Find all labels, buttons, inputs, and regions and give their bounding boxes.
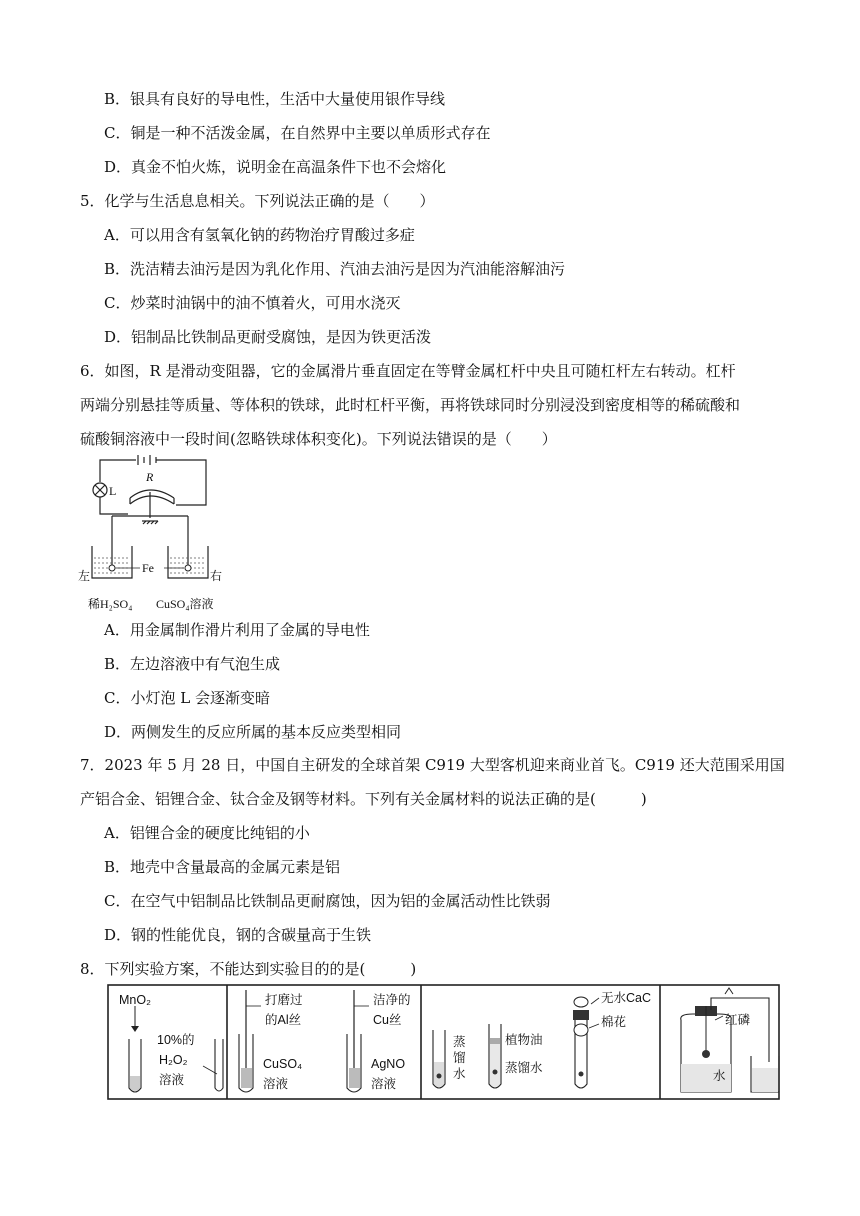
q5-option-d — [104, 327, 431, 347]
agno3-label: AgNO — [371, 1057, 406, 1071]
option-text: 铝制品比铁制品更耐受腐蚀，是因为铁更活泼 — [131, 328, 432, 346]
q6-option-a — [104, 620, 370, 640]
anhydrous-cacl2-label: 无水CaC — [601, 991, 652, 1005]
q5-option-a — [104, 225, 415, 245]
option-text: 两侧发生的反应所属的基本反应类型相同 — [131, 723, 402, 741]
cuso4-solution-label: 溶液 — [263, 1077, 289, 1091]
conc-label: 10%的 — [157, 1033, 195, 1047]
q6-stem-line-2: 两端分别悬挂等质量、等体积的铁球，此时杠杆平衡，再将铁球同时分别浸没到密度相等的稀硫酸和 — [80, 396, 741, 414]
option-label: A． — [104, 824, 130, 842]
option-text: 洗洁精去油污是因为乳化作用、汽油去油污是因为汽油能溶解油污 — [130, 260, 566, 278]
option-label: B． — [104, 858, 131, 876]
cu-wire-label-1: 洁净的 — [373, 993, 411, 1007]
panel-d — [681, 988, 779, 1092]
mno2-label: MnO₂ — [119, 993, 151, 1007]
q5-option-c — [104, 293, 401, 313]
resistor-label: R — [146, 470, 154, 484]
al-wire-label-2: 的Al丝 — [265, 1013, 302, 1027]
option-text: 小灯泡 L 会逐渐变暗 — [130, 689, 270, 707]
option-text: 银具有良好的导电性，生活中大量使用银作导线 — [130, 90, 446, 108]
option-text: 铜是一种不活泼金属，在自然界中主要以单质形式存在 — [130, 124, 491, 142]
q6-option-d — [104, 722, 401, 742]
panel-a — [119, 993, 223, 1092]
option-text: 炒菜时油锅中的油不慎着火，可用水浇灭 — [130, 294, 401, 312]
distilled-water-label-1: 蒸 — [453, 1035, 466, 1049]
q5-stem: 5．化学与生活息息相关。下列说法正确的是（ ） — [80, 192, 435, 210]
option-label: C． — [104, 294, 131, 312]
option-text: 钢的性能优良，钢的含碳量高于生铁 — [131, 926, 372, 944]
vegetable-oil-label: 植物油 — [505, 1033, 543, 1047]
option-label: D． — [104, 723, 132, 741]
option-text: 可以用含有氢氧化钠的药物治疗胃酸过多症 — [129, 226, 415, 244]
option-text: 用金属制作滑片利用了金属的导电性 — [129, 621, 370, 639]
q6-option-c — [104, 688, 270, 708]
q8-experiment-figure — [107, 984, 781, 1102]
water-label: 水 — [713, 1069, 726, 1083]
prev-option-c — [104, 123, 491, 143]
q5-option-b — [104, 259, 565, 279]
distilled-water-label: 蒸馏水 — [505, 1061, 543, 1075]
agno3-solution-label: 溶液 — [371, 1077, 397, 1091]
option-label: B． — [104, 655, 131, 673]
q6-stem-line-1: 6．如图，R 是滑动变阻器，它的金属滑片垂直固定在等臂金属杠杆中央且可随杠杆左右转动。杠杆 — [80, 362, 736, 380]
option-text: 左边溶液中有气泡生成 — [130, 655, 281, 673]
option-label: B． — [104, 260, 131, 278]
option-label: C． — [104, 892, 131, 910]
q7-option-c — [104, 891, 551, 911]
fe-label: Fe — [142, 561, 154, 575]
option-text: 真金不怕火炼，说明金在高温条件下也不会熔化 — [131, 158, 447, 176]
q7-option-a — [104, 823, 310, 843]
q8-stem: 8．下列实验方案，不能达到实验目的的是( ) — [80, 960, 417, 978]
option-text: 在空气中铝制品比铁制品更耐腐蚀，因为铝的金属活动性比铁弱 — [130, 892, 551, 910]
q7-stem-line-2: 产铝合金、铝锂合金、钛合金及钢等材料。下列有关金属材料的说法正确的是( ) — [80, 790, 647, 808]
right-solution-label: CuSO₄溶液 — [156, 597, 214, 611]
q7-option-b — [104, 857, 340, 877]
option-label: A． — [104, 621, 130, 639]
option-label: D． — [104, 926, 132, 944]
lamp-label: L — [109, 484, 117, 498]
option-text: 地壳中含量最高的金属元素是铝 — [130, 858, 341, 876]
right-label: 右 — [210, 569, 223, 583]
prev-option-b — [104, 89, 445, 109]
h2o2-label: H₂O₂ — [159, 1053, 188, 1067]
solution-label: 溶液 — [159, 1073, 185, 1087]
left-solution-label: 稀H₂SO₄ — [88, 597, 133, 611]
q7-option-d — [104, 925, 371, 945]
al-wire-label-1: 打磨过 — [265, 993, 303, 1007]
prev-option-d — [104, 157, 446, 177]
option-label: A． — [104, 226, 130, 244]
q6-circuit-figure — [78, 452, 238, 616]
q7-stem-line-1: 7．2023 年 5 月 28 日，中国自主研发的全球首架 C919 大型客机迎来商业首飞。C919 还大范围采用国 — [80, 756, 785, 774]
q6-stem-line-3: 硫酸铜溶液中一段时间(忽略铁球体积变化)。下列说法错误的是（ ） — [80, 430, 557, 448]
distilled-water-label-2: 馏 — [453, 1051, 466, 1065]
panel-b — [239, 990, 411, 1092]
option-label: D． — [104, 328, 132, 346]
option-label: B． — [104, 90, 131, 108]
cuso4-label: CuSO₄ — [263, 1057, 303, 1071]
left-label: 左 — [78, 569, 91, 583]
cu-wire-label-2: Cu丝 — [373, 1013, 402, 1027]
option-text: 铝锂合金的硬度比纯铝的小 — [129, 824, 310, 842]
cotton-label: 棉花 — [601, 1015, 627, 1029]
option-label: D． — [104, 158, 132, 176]
q6-option-b — [104, 654, 280, 674]
distilled-water-label-3: 水 — [453, 1067, 466, 1081]
panel-c — [433, 990, 651, 1088]
option-label: C． — [104, 124, 131, 142]
option-label: C． — [104, 689, 131, 707]
red-phosphorus-label: 红磷 — [725, 1013, 751, 1027]
